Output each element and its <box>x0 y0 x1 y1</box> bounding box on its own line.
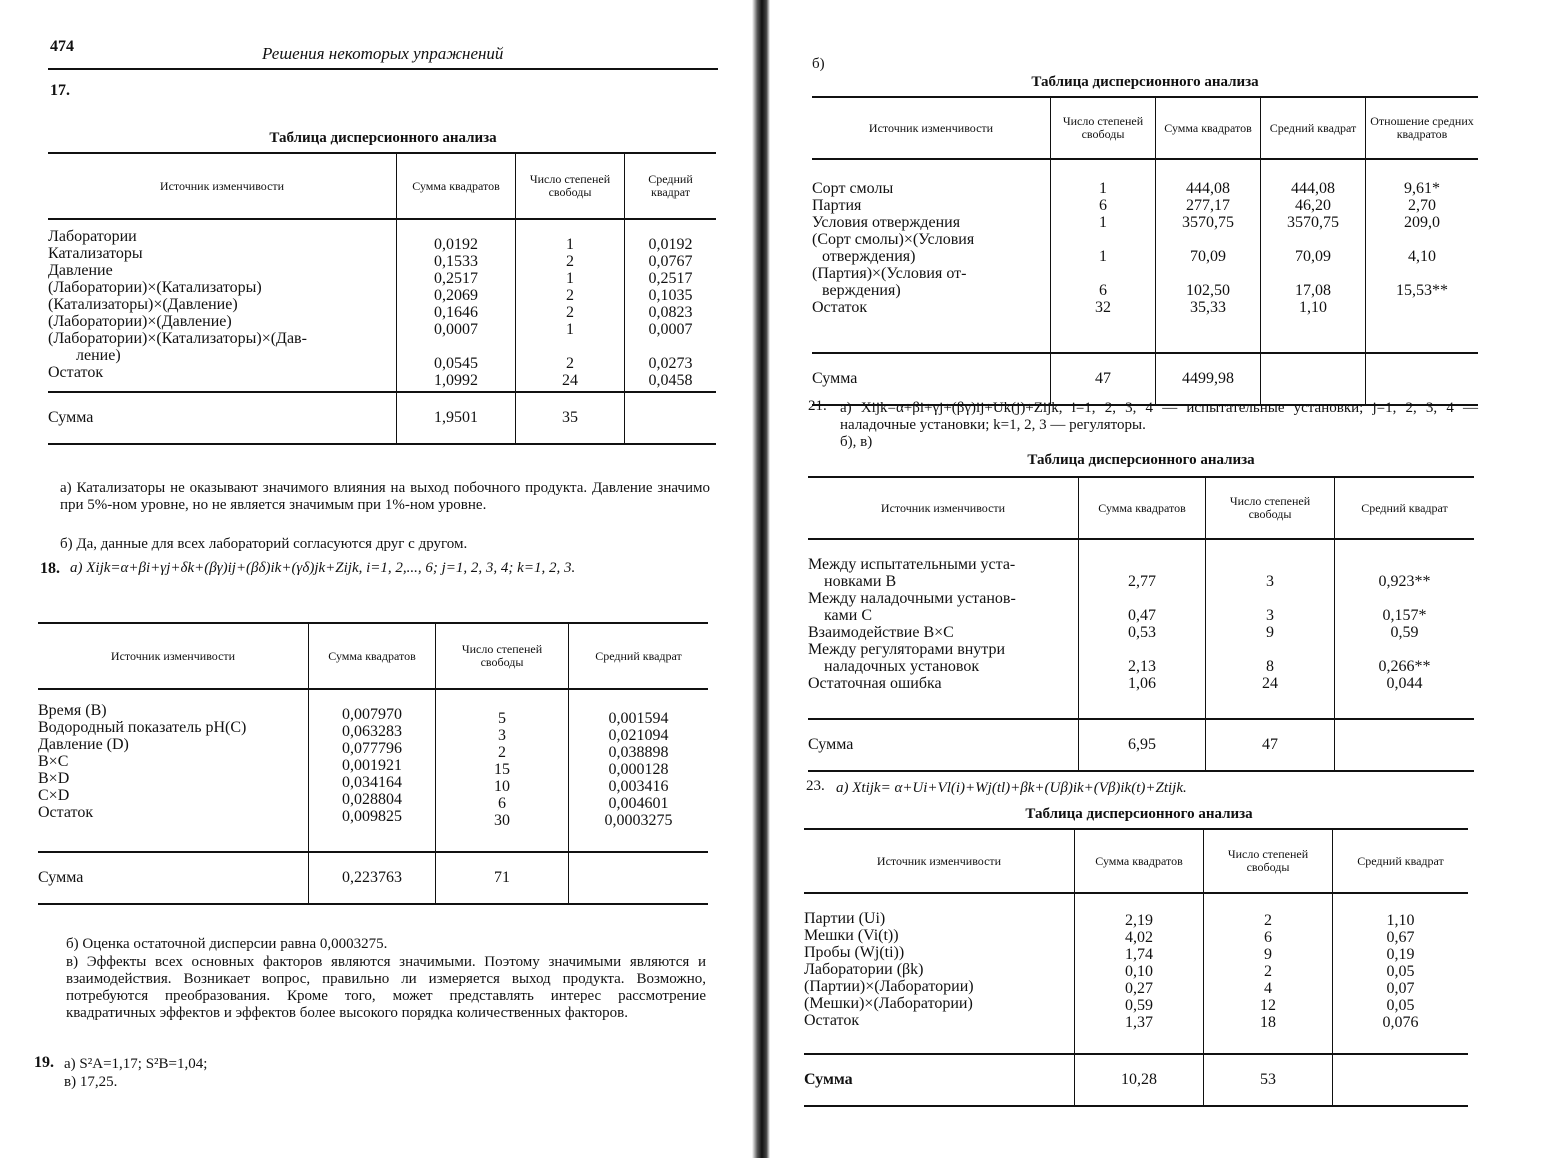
exercise-23-number: 23. <box>806 778 825 794</box>
cell: 3570,75 <box>1182 214 1234 231</box>
header-ss: Сумма квадратов <box>1079 477 1206 539</box>
cell: 3570,75 <box>1287 214 1339 231</box>
cell <box>1162 265 1254 282</box>
ms-column <box>1333 893 1469 1054</box>
cell <box>1085 641 1199 658</box>
list-item: (Партия)×(Условия от- <box>812 265 967 282</box>
header-df: Число степеней свободы <box>516 153 625 219</box>
cell: 2,13 <box>1128 658 1156 675</box>
cell: 1,06 <box>1128 675 1156 692</box>
header-ms: Средний квадрат <box>625 153 717 219</box>
cell: 1 <box>566 321 574 338</box>
df-column <box>1051 159 1156 353</box>
cell: 0,0823 <box>648 304 693 321</box>
source-column <box>808 539 1079 719</box>
cell: 2 <box>566 355 574 372</box>
list-item: Между наладочными установ- <box>808 590 1016 607</box>
cell: 0,000128 <box>608 761 669 778</box>
list-item: Водородный показатель pH(C) <box>38 719 247 736</box>
ex18-anova-table <box>38 622 708 905</box>
list-item: Остаток <box>812 299 868 316</box>
df-column <box>436 689 569 852</box>
list-item: Остаток <box>38 804 94 821</box>
source-column <box>804 893 1075 1054</box>
cell: 6 <box>1099 197 1107 214</box>
list-item: Пробы (Wj(ti)) <box>804 944 905 961</box>
cell: 0,034164 <box>342 774 402 791</box>
sum-label: Сумма <box>804 1054 1075 1106</box>
cell: 0,007970 <box>342 706 402 723</box>
ex21-anova-table <box>808 476 1474 772</box>
cell: 102,50 <box>1186 282 1230 299</box>
header-source: Источник изменчивости <box>48 153 397 219</box>
cell: 0,67 <box>1386 929 1415 946</box>
cell: 2,77 <box>1128 573 1156 590</box>
list-item: Между регуляторами внутри <box>808 641 1006 658</box>
cell: 0,001921 <box>342 757 402 774</box>
cell: 1 <box>566 236 574 253</box>
cell: 0,076 <box>1382 1014 1419 1031</box>
cell <box>403 338 509 355</box>
cell <box>631 338 710 355</box>
df-column <box>1204 893 1333 1054</box>
ex17-note-a: а) Катализаторы не оказывают значимого влияния на выход побочного продукта. Давление значимо при 5%-ном уровне, но не является значимым при 1%-ном уровне. <box>60 480 710 513</box>
list-item: B×D <box>38 770 70 787</box>
ex21-table-title: Таблица дисперсионного анализа <box>1027 452 1255 468</box>
cell <box>1267 231 1359 248</box>
header-source: Источник изменчивости <box>808 477 1079 539</box>
cell: 1 <box>1099 214 1107 231</box>
ex18-note-c: в) Эффекты всех основных факторов являются значимыми. Поэтому значимыми являются и взаимодействия. Возникает вопрос, правильно ли измеряется выход продукта. Возможно, потребуются преобразования. Кроме того, может представлять интерес рассмотрение квадратичных эффектов и эффектов более высокого порядка количественных факторов. <box>66 954 706 1021</box>
cell: 24 <box>562 372 578 389</box>
list-item: Условия отверждения <box>812 214 961 231</box>
list-item: Давление <box>48 262 113 279</box>
ex20b-anova-table <box>812 96 1478 406</box>
cell: 0,001594 <box>608 710 669 727</box>
cell: 2 <box>1264 963 1272 980</box>
ms-column <box>625 219 717 392</box>
cell: 10 <box>494 778 510 795</box>
header-df: Число степеней свободы <box>1051 97 1156 159</box>
list-item: Взаимодействие B×C <box>808 624 954 641</box>
cell: 9 <box>1266 624 1274 641</box>
cell: 0,07 <box>1386 980 1415 997</box>
header-ms: Средний квадрат <box>1333 829 1469 893</box>
ss-column <box>1079 539 1206 719</box>
cell <box>1341 590 1468 607</box>
sum-ms <box>569 852 709 904</box>
sum-label: Сумма <box>812 353 1051 405</box>
cell: 0,0192 <box>434 236 478 253</box>
list-item: Лаборатории (βk) <box>804 961 924 978</box>
sum-df: 35 <box>516 392 625 444</box>
list-item: Между испытательными уста- <box>808 556 1016 573</box>
right-page <box>768 0 1568 1158</box>
sum-ratio <box>1366 353 1479 405</box>
cell: 35,33 <box>1190 299 1226 316</box>
list-item: Мешки (Vi(t)) <box>804 927 899 944</box>
cell: 15 <box>494 761 510 778</box>
cell: 12 <box>1260 997 1276 1014</box>
cell: 6 <box>1099 282 1107 299</box>
cell: 0,009825 <box>342 808 402 825</box>
cell: 0,19 <box>1386 946 1415 963</box>
sum-ss: 10,28 <box>1075 1054 1204 1106</box>
ex23-model: а) Xtijk= α+Ui+Vl(i)+Wj(tl)+βk+(Uβ)ik+(Vβ)ik(t)+Ztijk. <box>836 780 1187 796</box>
cell: 0,0192 <box>648 236 693 253</box>
list-item: ками C <box>824 607 872 624</box>
sum-label: Сумма <box>48 392 397 444</box>
list-item: C×D <box>38 787 70 804</box>
header-source: Источник изменчивости <box>812 97 1051 159</box>
cell: 0,021094 <box>608 727 669 744</box>
ex23-anova-table <box>804 828 1468 1107</box>
sum-ss: 4499,98 <box>1156 353 1261 405</box>
cell: 2 <box>1264 912 1272 929</box>
cell: 0,157* <box>1382 607 1427 624</box>
header-df: Число степеней свободы <box>1204 829 1333 893</box>
cell <box>1085 590 1199 607</box>
list-item: B×C <box>38 753 69 770</box>
cell: 3 <box>1266 573 1274 590</box>
list-item: Партия <box>812 197 862 214</box>
cell <box>1212 590 1328 607</box>
ratio-column <box>1366 159 1479 353</box>
cell <box>1372 299 1472 316</box>
ss-column <box>309 689 436 852</box>
cell: 277,17 <box>1186 197 1230 214</box>
header-df: Число степеней свободы <box>436 623 569 689</box>
cell: 0,10 <box>1125 963 1153 980</box>
cell: 30 <box>494 812 510 829</box>
header-df: Число степеней свободы <box>1206 477 1335 539</box>
cell <box>1372 265 1472 282</box>
cell: 0,59 <box>1390 624 1419 641</box>
sum-label: Сумма <box>808 719 1079 771</box>
cell: 2 <box>566 304 574 321</box>
list-item: Сорт смолы <box>812 180 894 197</box>
ex23-table-title: Таблица дисперсионного анализа <box>1025 806 1253 822</box>
running-head: Решения некоторых упражнений <box>262 44 504 63</box>
list-item: Время (B) <box>38 702 107 719</box>
cell: 0,05 <box>1386 997 1415 1014</box>
sum-label: Сумма <box>38 852 309 904</box>
cell: 70,09 <box>1295 248 1331 265</box>
list-item: Давление (D) <box>38 736 129 753</box>
cell: 209,0 <box>1404 214 1440 231</box>
header-ss: Сумма квадратов <box>1075 829 1204 893</box>
cell: 0,1646 <box>434 304 478 321</box>
ss-column <box>397 219 516 392</box>
ex20b-label: б) <box>812 56 825 72</box>
cell: 0,1533 <box>434 253 478 270</box>
header-ms: Средний квадрат <box>1335 477 1475 539</box>
ex19-line-b: в) 17,25. <box>64 1074 118 1090</box>
list-item: (Мешки)×(Лаборатории) <box>804 995 973 1012</box>
cell <box>1372 231 1472 248</box>
cell: 0,47 <box>1128 607 1156 624</box>
cell: 1,0992 <box>434 372 478 389</box>
ex18-note-b: б) Оценка остаточной дисперсии равна 0,0003275. <box>66 936 388 952</box>
header-ss: Сумма квадратов <box>397 153 516 219</box>
exercise-17-number: 17. <box>50 82 70 99</box>
header-ss: Сумма квадратов <box>1156 97 1261 159</box>
cell: 1,74 <box>1125 946 1153 963</box>
cell: 0,028804 <box>342 791 402 808</box>
cell: 0,2069 <box>434 287 478 304</box>
list-item: (Лаборатории)×(Катализаторы)×(Дав- <box>48 330 307 347</box>
sum-df: 71 <box>436 852 569 904</box>
cell: 1 <box>1099 180 1107 197</box>
list-item: отверждения) <box>822 248 916 265</box>
cell: 8 <box>1266 658 1274 675</box>
cell <box>1085 556 1199 573</box>
df-column <box>1206 539 1335 719</box>
cell: 2 <box>498 744 506 761</box>
list-item: новками B <box>824 573 897 590</box>
cell: 4,02 <box>1125 929 1153 946</box>
sum-ms <box>625 392 717 444</box>
exercise-21-number: 21. <box>808 398 827 414</box>
cell <box>1267 265 1359 282</box>
list-item: (Сорт смолы)×(Условия <box>812 231 975 248</box>
cell: 15,53** <box>1396 282 1448 299</box>
cell: 0,05 <box>1386 963 1415 980</box>
cell: 46,20 <box>1295 197 1331 214</box>
list-item: Катализаторы <box>48 245 143 262</box>
list-item: (Лаборатории)×(Давление) <box>48 313 232 330</box>
header-rule <box>48 68 718 70</box>
sum-df: 47 <box>1051 353 1156 405</box>
header-ss: Сумма квадратов <box>309 623 436 689</box>
cell: 6 <box>498 795 506 812</box>
ex21-text2: б), в) <box>840 434 873 450</box>
list-item: наладочных установок <box>824 658 980 675</box>
cell: 0,2517 <box>648 270 693 287</box>
cell: 1,10 <box>1299 299 1327 316</box>
source-column <box>38 689 309 852</box>
ex20b-table-title: Таблица дисперсионного анализа <box>1031 74 1259 90</box>
list-item: верждения) <box>822 282 901 299</box>
header-ratio: Отношение средних квадратов <box>1366 97 1479 159</box>
list-item: Остаточная ошибка <box>808 675 942 692</box>
cell <box>522 338 618 355</box>
header-ms: Средний квадрат <box>569 623 709 689</box>
header-source: Источник изменчивости <box>38 623 309 689</box>
cell: 444,08 <box>1186 180 1230 197</box>
list-item: ление) <box>76 347 121 364</box>
sum-ms <box>1261 353 1366 405</box>
cell: 9 <box>1264 946 1272 963</box>
cell: 0,0545 <box>434 355 478 372</box>
header-source: Источник изменчивости <box>804 829 1075 893</box>
cell: 0,003416 <box>608 778 669 795</box>
df-column <box>516 219 625 392</box>
cell: 1,10 <box>1386 912 1415 929</box>
cell: 6 <box>1264 929 1272 946</box>
cell: 1 <box>566 270 574 287</box>
cell: 0,038898 <box>608 744 669 761</box>
ex19-line-a: а) S²A=1,17; S²B=1,04; <box>64 1056 208 1072</box>
cell: 0,266** <box>1378 658 1431 675</box>
cell: 0,0273 <box>648 355 693 372</box>
list-item: Лаборатории <box>48 228 137 245</box>
list-item: (Лаборатории)×(Катализаторы) <box>48 279 262 296</box>
header-ms: Средний квадрат <box>1261 97 1366 159</box>
sum-ss: 0,223763 <box>309 852 436 904</box>
cell: 1 <box>1099 248 1107 265</box>
exercise-18-number: 18. <box>40 560 60 577</box>
cell: 0,0007 <box>434 321 478 338</box>
ex18-model: а) Xijk=α+βi+γj+δk+(βγ)ij+(βδ)ik+(γδ)jk+Zijk, i=1, 2,..., 6; j=1, 2, 3, 4; k=1, 2, 3. <box>70 560 576 576</box>
ex21-text: а) Xijk=α+βi+γj+(βγ)ij+Uk(j)+Zijk, i=1, 2, 3, 4 — испытательные установки; j=1, 2, 3, 4 — наладочные установки; k=1, 2, 3 — регуляторы. <box>840 400 1478 433</box>
cell: 5 <box>498 710 506 727</box>
sum-df: 53 <box>1204 1054 1333 1106</box>
ex17-anova-table <box>48 152 716 445</box>
cell: 0,59 <box>1125 997 1153 1014</box>
cell: 0,1035 <box>648 287 693 304</box>
list-item: Остаток <box>48 364 104 381</box>
list-item: (Партии)×(Лаборатории) <box>804 978 974 995</box>
cell: 24 <box>1262 675 1278 692</box>
cell: 0,0767 <box>648 253 693 270</box>
cell <box>1341 641 1468 658</box>
cell: 32 <box>1095 299 1111 316</box>
cell: 0,923** <box>1378 573 1431 590</box>
cell: 0,0007 <box>648 321 693 338</box>
page-number: 474 <box>50 38 74 55</box>
cell: 0,0003275 <box>604 812 673 829</box>
cell: 70,09 <box>1190 248 1226 265</box>
ex17-table-title: Таблица дисперсионного анализа <box>269 130 497 146</box>
cell: 9,61* <box>1404 180 1440 197</box>
sum-ms <box>1333 1054 1469 1106</box>
cell: 0,044 <box>1386 675 1423 692</box>
cell <box>1057 231 1149 248</box>
ms-column <box>1261 159 1366 353</box>
cell: 0,2517 <box>434 270 478 287</box>
list-item: (Катализаторы)×(Давление) <box>48 296 238 313</box>
cell: 3 <box>498 727 506 744</box>
cell <box>1057 265 1149 282</box>
cell: 18 <box>1260 1014 1276 1031</box>
cell: 0,077796 <box>342 740 402 757</box>
cell: 4 <box>1264 980 1272 997</box>
left-page <box>0 0 760 1158</box>
cell: 3 <box>1266 607 1274 624</box>
cell: 2,19 <box>1125 912 1153 929</box>
sum-ss: 6,95 <box>1079 719 1206 771</box>
cell: 444,08 <box>1291 180 1335 197</box>
ex17-note-b: б) Да, данные для всех лабораторий согласуются друг с другом. <box>60 536 468 552</box>
sum-ms <box>1335 719 1475 771</box>
ss-column <box>1156 159 1261 353</box>
cell: 1,37 <box>1125 1014 1153 1031</box>
cell: 17,08 <box>1295 282 1331 299</box>
cell: 2,70 <box>1408 197 1436 214</box>
ss-column <box>1075 893 1204 1054</box>
ms-column <box>569 689 709 852</box>
sum-df: 47 <box>1206 719 1335 771</box>
exercise-19-number: 19. <box>34 1054 54 1071</box>
cell <box>1212 641 1328 658</box>
cell <box>1162 231 1254 248</box>
cell <box>1212 556 1328 573</box>
cell: 0,53 <box>1128 624 1156 641</box>
source-column <box>48 219 397 392</box>
cell: 2 <box>566 287 574 304</box>
cell: 2 <box>566 253 574 270</box>
ms-column <box>1335 539 1475 719</box>
cell: 0,063283 <box>342 723 402 740</box>
cell <box>1341 556 1468 573</box>
source-column <box>812 159 1051 353</box>
cell: 0,27 <box>1125 980 1153 997</box>
cell: 4,10 <box>1408 248 1436 265</box>
list-item: Остаток <box>804 1012 860 1029</box>
cell: 0,004601 <box>608 795 669 812</box>
cell: 0,0458 <box>648 372 693 389</box>
list-item: Партии (Ui) <box>804 910 886 927</box>
sum-ss: 1,9501 <box>397 392 516 444</box>
